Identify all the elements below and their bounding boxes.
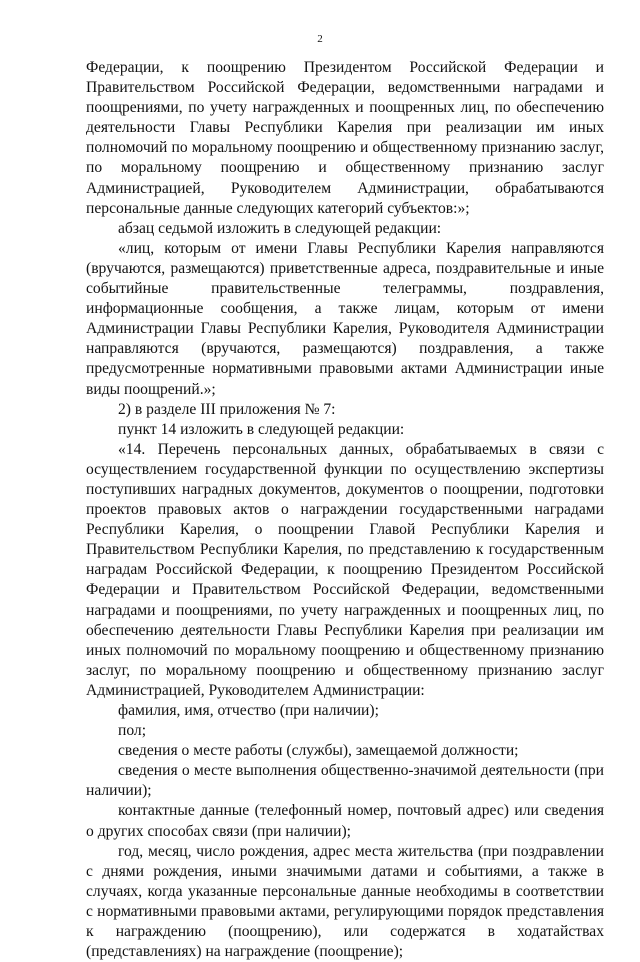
document-body (86, 58, 604, 962)
paragraph: Федерации, к поощрению Президентом Российской Федерации и Правительством Российской Федерации, ведомственными наградами и поощрениями, по учету награжденных и поощренных лиц, по обеспечению деятельности Главы Республики Карелия при реализации им иных полномочий по моральному поощрению и общественному признанию заслуг, по моральному поощрению и общественному признанию заслуг Администрацией, Руководителем Администрации, обрабатываются персональные данные следующих категорий субъектов:»; (86, 59, 604, 217)
paragraph: год, месяц, число рождения, адрес места жительства (при поздравлении с днями рождения, иными значимыми датами и событиями, а также в случаях, когда указанные персональные данные необходимы в соответствии с нормативными правовыми актами, регулирующими порядок представления к награждению (поощрению), или содержатся в ходатайствах (представлениях) на награждение (поощрение); (86, 842, 604, 961)
paragraph: контактные данные (телефонный номер, почтовый адрес) или сведения о других способах связи (при наличии); (86, 802, 604, 840)
paragraph: 2) в разделе III приложения № 7: (118, 400, 336, 418)
paragraph: сведения о месте выполнения общественно-значимой деятельности (при наличии); (86, 762, 604, 800)
paragraph: сведения о месте работы (службы), замещаемой должности; (118, 742, 519, 760)
paragraph: «лиц, которым от имени Главы Республики Карелия направляются (вручаются, размещаются) приветственные адреса, поздравительные и иные событийные правительственные телеграммы, поздравления, информационные сообщения, а также лицам, которым от имени Администрации Главы Республики Карелия, Руководителя Администрации направляются (вручаются, размещаются) поздравления, а также предусмотренные нормативными правовыми актами Администрации иные виды поощрений.»; (86, 239, 604, 398)
paragraph: пол; (118, 722, 147, 740)
paragraph: фамилия, имя, отчество (при наличии); (118, 702, 379, 719)
paragraph: «14. Перечень персональных данных, обрабатываемых в связи с осуществлением государственной функции по осуществлению экспертизы поступивших наградных документов, документов о поощрении, подготовки проектов правовых актов о награждении государственными наградами Республики Карелия, о поощрении Главой Республики Карелия и Правительством Республики Карелия, по представлению к государственным наградам Российской Федерации, к поощрению Президентом Российской Федерации и Правительством Российской Федерации, ведомственными наградами и поощрениями, по учету награжденных и поощренных лиц, по обеспечению деятельности Главы Республики Карелия при реализации им иных полномочий по моральному поощрению и общественному признанию заслуг, по моральному поощрению и общественному признанию заслуг Администрацией, Руководителем Администрации: (86, 440, 604, 699)
paragraph: абзац седьмой изложить в следующей редакции: (118, 219, 442, 237)
page-number: 2 (317, 33, 323, 45)
paragraph: пункт 14 изложить в следующей редакции: (118, 420, 405, 438)
